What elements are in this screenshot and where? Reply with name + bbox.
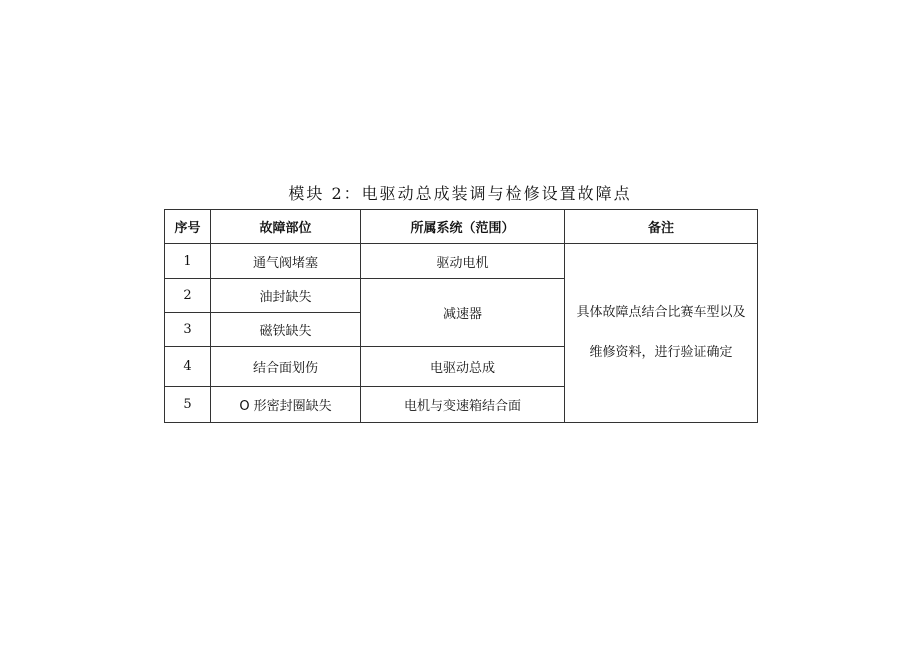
seq-cell: 4 [165, 347, 211, 387]
system-cell: 减速器 [361, 279, 565, 347]
location-cell: 磁铁缺失 [211, 313, 361, 347]
table-row [165, 244, 758, 279]
seq-cell: 5 [165, 387, 211, 423]
header-remark: 备注 [565, 210, 758, 244]
remark-cell [565, 244, 758, 423]
system-cell: 电机与变速箱结合面 [361, 387, 565, 423]
header-system: 所属系统（范围） [361, 210, 565, 244]
remark-line-2: 维修资料，进行验证确定 [589, 345, 733, 360]
seq-cell: 2 [165, 279, 211, 313]
system-cell: 电驱动总成 [361, 347, 565, 387]
fault-table [164, 209, 758, 423]
document-title: 模块 2：电驱动总成装调与检修设置故障点 [288, 184, 632, 203]
header-seq: 序号 [165, 210, 211, 244]
seq-cell: 1 [165, 244, 211, 279]
remark-line-1: 具体故障点结合比赛车型以及 [576, 305, 746, 320]
location-cell: 油封缺失 [211, 279, 361, 313]
system-cell: 驱动电机 [361, 244, 565, 279]
header-location: 故障部位 [211, 210, 361, 244]
table-header-row [165, 210, 758, 244]
location-cell: 通气阀堵塞 [211, 244, 361, 279]
location-cell: 结合面划伤 [211, 347, 361, 387]
location-cell: O 形密封圈缺失 [211, 387, 361, 423]
seq-cell: 3 [165, 313, 211, 347]
